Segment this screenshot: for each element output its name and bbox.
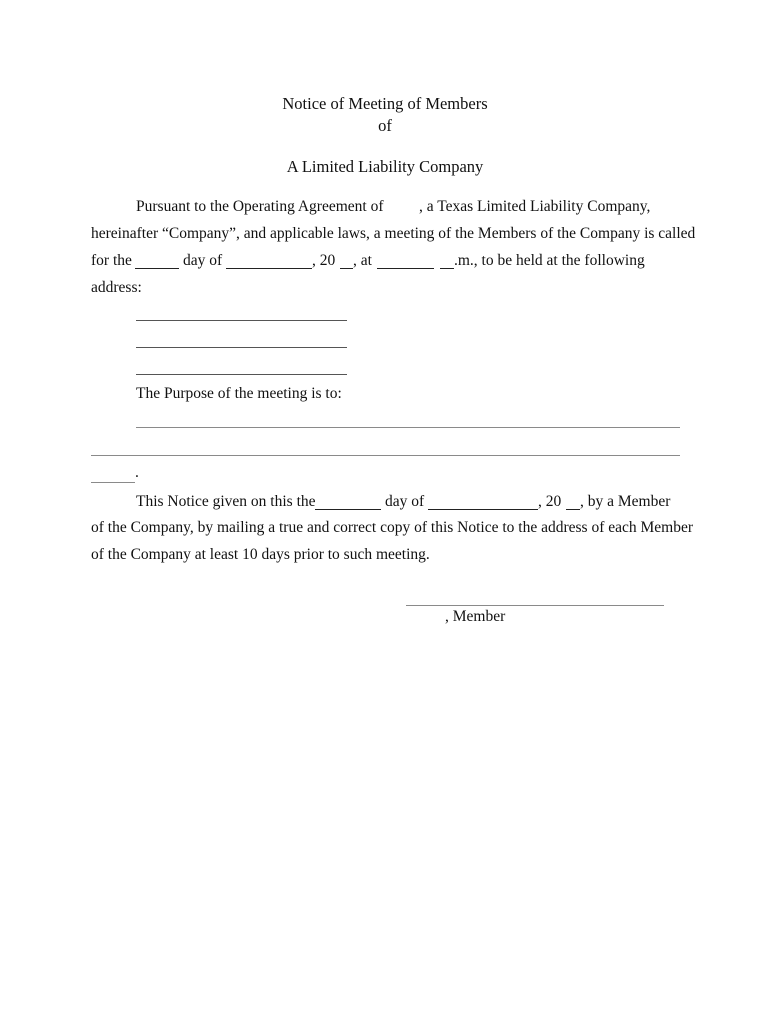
document-subtitle: A Limited Liability Company bbox=[286, 157, 484, 176]
notice-day-blank[interactable] bbox=[315, 509, 381, 510]
para1-line4: address: bbox=[91, 279, 142, 296]
para2-line1-day-of: day of bbox=[385, 493, 425, 510]
signature-line[interactable] bbox=[406, 605, 664, 606]
purpose-end-period: . bbox=[135, 464, 139, 481]
address-line-1[interactable] bbox=[136, 320, 347, 321]
para1-line2: hereinafter “Company”, and applicable laws, a meeting of the Members of the Company is called bbox=[91, 225, 696, 242]
para2-line1-start: This Notice given on this the bbox=[136, 493, 316, 510]
para1-line3-year: , 20 bbox=[312, 252, 336, 269]
signature-label: , Member bbox=[445, 608, 506, 625]
para1-line3-at: , at bbox=[353, 252, 372, 269]
year-blank[interactable] bbox=[340, 268, 353, 269]
day-blank[interactable] bbox=[135, 268, 179, 269]
notice-month-blank[interactable] bbox=[428, 509, 538, 510]
para2-line1-end: , by a Member bbox=[580, 493, 671, 510]
address-line-3[interactable] bbox=[136, 374, 347, 375]
para2-line2: of the Company, by mailing a true and correct copy of this Notice to the address of each Member bbox=[91, 519, 694, 536]
purpose-label: The Purpose of the meeting is to: bbox=[136, 385, 342, 402]
document-title: Notice of Meeting of Members bbox=[282, 94, 488, 113]
document-title-of: of bbox=[378, 116, 392, 135]
notice-year-blank[interactable] bbox=[566, 509, 580, 510]
para2-line1-year: , 20 bbox=[538, 493, 562, 510]
address-line-2[interactable] bbox=[136, 347, 347, 348]
para1-line3-end: .m., to be held at the following bbox=[454, 252, 645, 269]
para1-line1-start: Pursuant to the Operating Agreement of bbox=[136, 198, 384, 215]
para2-line3: of the Company at least 10 days prior to such meeting. bbox=[91, 546, 430, 563]
para1-line1-end: , a Texas Limited Liability Company, bbox=[419, 198, 651, 215]
month-blank[interactable] bbox=[226, 268, 312, 269]
purpose-line-1[interactable] bbox=[136, 427, 680, 428]
ampm-blank[interactable] bbox=[440, 268, 454, 269]
para1-line3-day-of: day of bbox=[183, 252, 223, 269]
purpose-line-2[interactable] bbox=[91, 455, 680, 456]
para1-line3-for-the: for the bbox=[91, 252, 132, 269]
purpose-line-3[interactable] bbox=[91, 482, 135, 483]
time-blank[interactable] bbox=[377, 268, 434, 269]
